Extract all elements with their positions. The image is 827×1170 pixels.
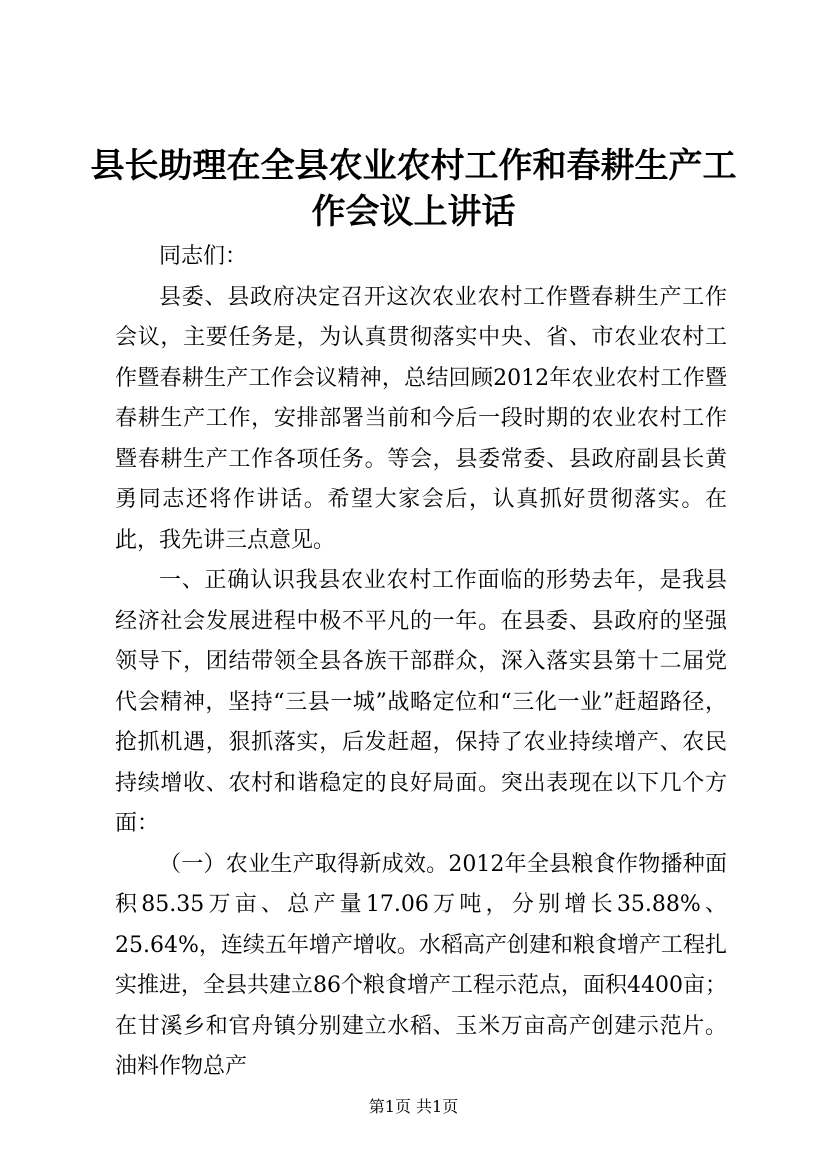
document-title: 县长助理在全县农业农村工作和春耕生产工作会议上讲话 [90,146,737,232]
document-body [115,237,727,1088]
paragraph-greeting: 同志们： [159,244,248,269]
page-footer: 第1页 共1页 [368,1097,459,1116]
paragraph-intro: 县委、县政府决定召开这次农业农村工作暨春耕生产工作会议，主要任务是，为认真贯彻落实中央、省、市农业农村工作暨春耕生产工作会议精神，总结回顾2012年农业农村工作暨春耕生产工作，安排部署当前和今后一段时期的农业农村工作暨春耕生产工作各项任务。等会，县委常委、县政府副县长黄勇同志还将作讲话。希望大家会后，认真抓好贯彻落实。在此，我先讲三点意见。 [115,284,727,553]
paragraph-section-one: 一、正确认识我县农业农村工作面临的形势去年，是我县经济社会发展进程中极不平凡的一年。在县委、县政府的坚强领导下，团结带领全县各族干部群众，深入落实县第十二届党代会精神，坚持“三县一城”战略定位和“三化一业”赶超路径，抢抓机遇，狠抓落实，后发赶超，保持了农业持续增产、农民持续增收、农村和谐稳定的良好局面。突出表现在以下几个方面： [115,568,727,836]
paragraph-subsection-one: （一）农业生产取得新成效。2012年全县粮食作物播种面积85.35万亩、总产量17.06万吨，分别增长35.88%、25.64%，连续五年增产增收。水稻高产创建和粮食增产工程扎实推进，全县共建立86个粮食增产工程示范点，面积4400亩；在甘溪乡和官舟镇分别建立水稻、玉米万亩高产创建示范片。油料作物总产 [115,851,727,1079]
